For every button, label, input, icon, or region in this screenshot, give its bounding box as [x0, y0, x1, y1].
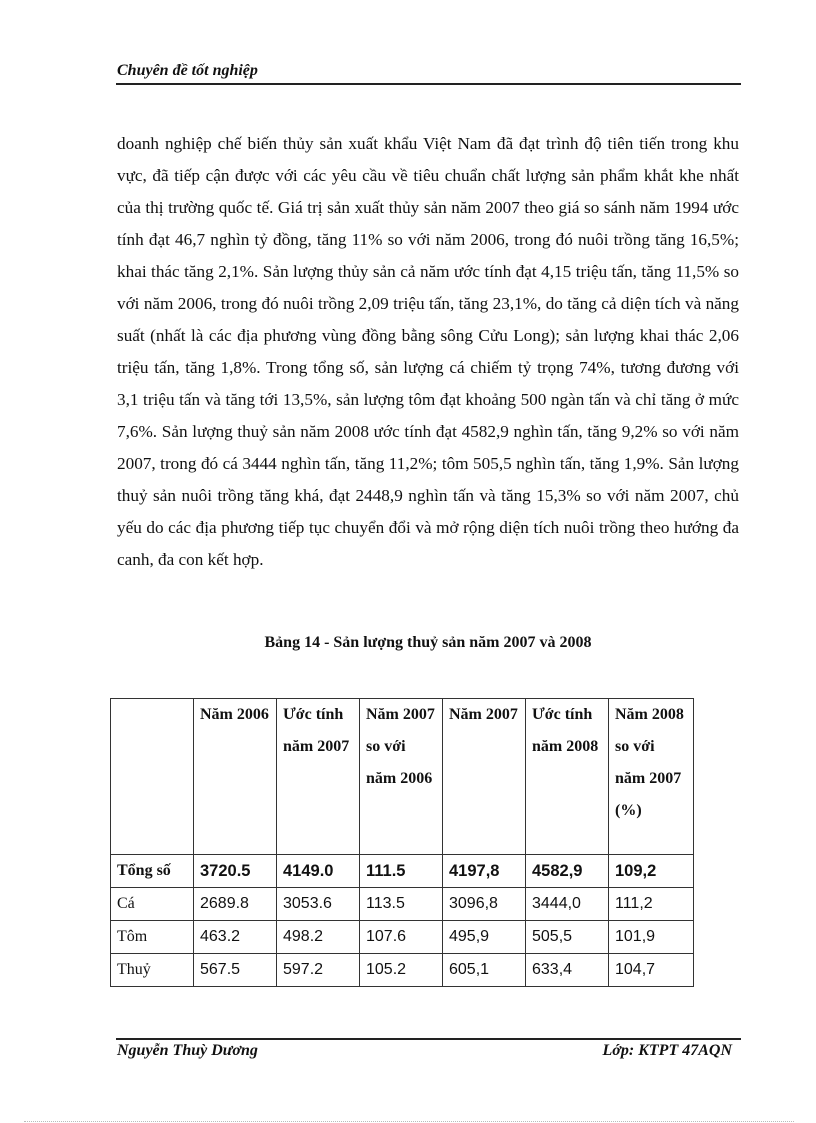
header-cell-est-2008: Ước tính năm 2008 — [526, 699, 609, 855]
header-divider — [116, 83, 741, 85]
table-row-fish — [111, 888, 694, 921]
cell-value: 4197,8 — [443, 855, 526, 888]
cell-value: 105.2 — [360, 954, 443, 987]
cell-value: 111.5 — [360, 855, 443, 888]
table-row-other — [111, 954, 694, 987]
row-label: Thuỷ — [111, 954, 194, 987]
header-title: Chuyên đề tốt nghiệp — [117, 62, 258, 79]
header-cell-2008-vs-2007: Năm 2008 so với năm 2007 (%) — [609, 699, 694, 855]
row-label: Tôm — [111, 921, 194, 954]
row-label: Cá — [111, 888, 194, 921]
cell-value: 3096,8 — [443, 888, 526, 921]
table-row-total — [111, 855, 694, 888]
page-edge-divider — [24, 1121, 794, 1122]
footer-author: Nguyễn Thuỳ Dương — [117, 1042, 258, 1059]
header-cell-2007: Năm 2007 — [443, 699, 526, 855]
cell-value: 109,2 — [609, 855, 694, 888]
cell-value: 498.2 — [277, 921, 360, 954]
cell-value: 113.5 — [360, 888, 443, 921]
header-cell-est-2007: Ước tính năm 2007 — [277, 699, 360, 855]
cell-value: 3720.5 — [194, 855, 277, 888]
header-cell-2006: Năm 2006 — [194, 699, 277, 855]
body-paragraph: doanh nghiệp chế biến thủy sản xuất khẩu Việt Nam đã đạt trình độ tiên tiến trong khu vực, đã tiếp cận được với các yêu cầu về tiêu chuẩn chất lượng sản phẩm khắt khe nhất của thị trường quốc tế. Giá trị sản xuất thủy sản năm 2007 theo giá so sánh năm 1994 ước tính đạt 46,7 nghìn tỷ đồng, tăng 11% so với năm 2006, trong đó nuôi trồng tăng 16,5%; khai thác tăng 2,1%. Sản lượng thủy sản cả năm ước tính đạt 4,15 triệu tấn, tăng 11,5% so với năm 2006, trong đó nuôi trồng 2,09 triệu tấn, tăng 23,1%, do tăng cả diện tích và năng suất (nhất là các địa phương vùng đồng bằng sông Cửu Long); sản lượng khai thác 2,06 triệu tấn, tăng 1,8%. Trong tổng số, sản lượng cá chiếm tỷ trọng 74%, tương đương với 3,1 triệu tấn và tăng tới 13,5%, sản lượng tôm đạt khoảng 500 ngàn tấn và chỉ tăng ở mức 7,6%. Sản lượng thuỷ sản năm 2008 ước tính đạt 4582,9 nghìn tấn, tăng 9,2% so với năm 2007, trong đó cá 3444 nghìn tấn, tăng 11,2%; tôm 505,5 nghìn tấn, tăng 1,9%. Sản lượng thuỷ sản nuôi trồng tăng khá, đạt 2448,9 nghìn tấn và tăng 15,3% so với năm 2007, chủ yếu do các địa phương tiếp tục chuyển đổi và mở rộng diện tích nuôi trồng theo hướng đa canh, đa con kết hợp. — [117, 134, 739, 569]
cell-value: 505,5 — [526, 921, 609, 954]
cell-value: 3444,0 — [526, 888, 609, 921]
cell-value: 2689.8 — [194, 888, 277, 921]
cell-value: 4582,9 — [526, 855, 609, 888]
footer-class: Lớp: KTPT 47AQN — [602, 1042, 732, 1059]
cell-value: 605,1 — [443, 954, 526, 987]
header-cell-2007-vs-2006: Năm 2007 so với năm 2006 — [360, 699, 443, 855]
cell-value: 567.5 — [194, 954, 277, 987]
production-table — [110, 698, 694, 987]
header-cell-empty — [111, 699, 194, 855]
cell-value: 597.2 — [277, 954, 360, 987]
cell-value: 633,4 — [526, 954, 609, 987]
cell-value: 104,7 — [609, 954, 694, 987]
table-row-shrimp — [111, 921, 694, 954]
cell-value: 463.2 — [194, 921, 277, 954]
cell-value: 3053.6 — [277, 888, 360, 921]
table-header-row — [111, 699, 694, 855]
table-caption: Bảng 14 - Sản lượng thuỷ sản năm 2007 và 2008 — [264, 634, 592, 651]
cell-value: 107.6 — [360, 921, 443, 954]
cell-value: 495,9 — [443, 921, 526, 954]
cell-value: 101,9 — [609, 921, 694, 954]
cell-value: 4149.0 — [277, 855, 360, 888]
cell-value: 111,2 — [609, 888, 694, 921]
row-label: Tổng số — [111, 855, 194, 888]
footer-divider — [116, 1038, 741, 1040]
